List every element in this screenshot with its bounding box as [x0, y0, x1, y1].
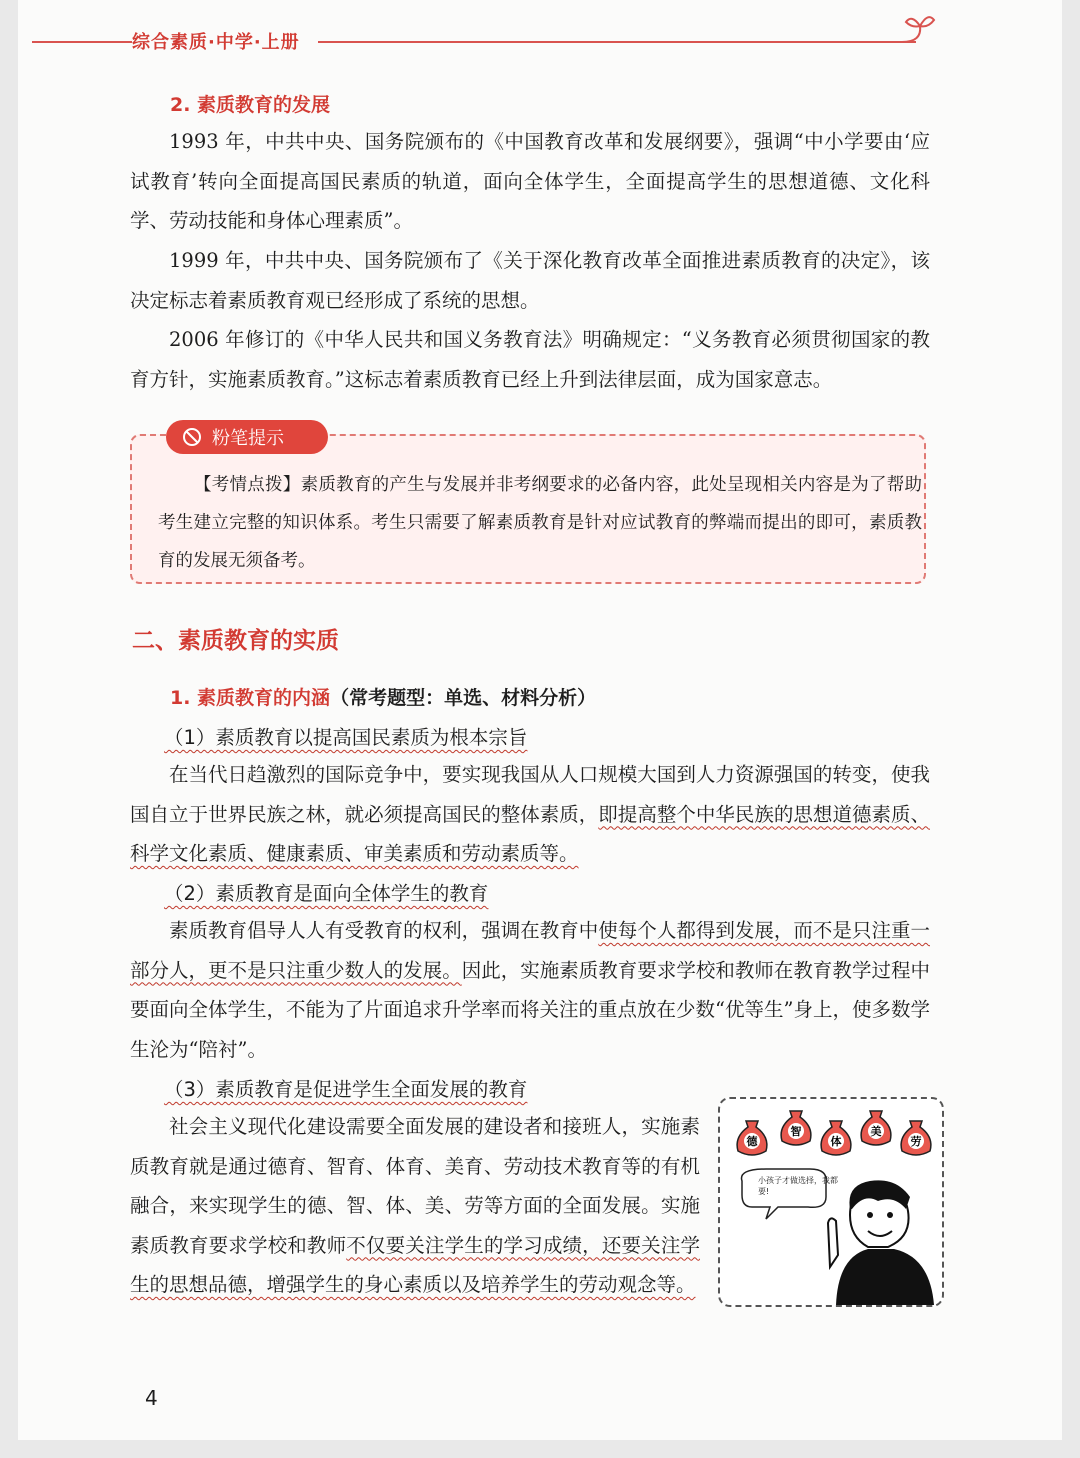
- point-1-text: 在当代日趋激烈的国际竞争中，要实现我国从人口规模大国到人力资源强国的转变，使我国自立于世界民族之林，就必须提高国民的整体素质，: [130, 763, 930, 826]
- subsection-heading-note: （常考题型：单选、材料分析）: [330, 687, 597, 709]
- header-rule-right: [318, 41, 916, 43]
- point-2-title: [164, 878, 488, 906]
- money-bags-cartoon: [718, 1097, 944, 1307]
- tip-tag: [166, 420, 328, 454]
- money-bag-label: 美: [870, 1125, 882, 1138]
- chapter-heading: 二、素质教育的实质: [132, 628, 339, 654]
- point-2-text: 素质教育倡导人人有受教育的权利，强调在教育中: [169, 919, 599, 942]
- money-bag-1: [781, 1111, 811, 1145]
- sprout-icon: [898, 8, 938, 48]
- money-bag-label: 德: [746, 1135, 758, 1148]
- point-1-title: [164, 722, 527, 750]
- boy-eye-left: [867, 1212, 873, 1218]
- point-1-underlined: 即提高整个中华民族的思想道德素质、科学文化素质、健康素质、审美素质和劳动素质等。: [130, 802, 930, 865]
- tip-text: 【考情点拨】素质教育的产生与发展并非考纲要求的必备内容，此处呈现相关内容是为了帮助考生建立完整的知识体系。考生只需要了解素质教育是针对应试教育的弊端而提出的即可，素质教育的发展无须备考。: [158, 475, 922, 571]
- boy-shirt: [836, 1249, 934, 1305]
- money-bag-3: [861, 1111, 891, 1145]
- money-bag-label: 体: [830, 1135, 842, 1148]
- money-bag-label: 劳: [910, 1135, 922, 1148]
- paragraph-1999: 1999 年，中共中央、国务院颁布了《关于深化教育改革全面推进素质教育的决定》，该决定标志着素质教育观已经形成了系统的思想。: [130, 249, 930, 312]
- point-2-body: [130, 911, 930, 1069]
- boy-finger: [828, 1218, 838, 1267]
- speech-bubble-text: 小孩子才做选择，我都要!: [758, 1176, 838, 1196]
- book-page: [18, 0, 1062, 1440]
- subsection-heading-title: 1. 素质教育的内涵: [170, 687, 331, 709]
- page-number: 4: [145, 1386, 158, 1410]
- header-rule-left: [32, 41, 132, 43]
- point-2-text-b: 因此，实施素质教育要求学校和教师在教育教学过程中要面向全体学生，不能为了片面追求升学率而将关注的重点放在少数“优等生”身上，使多数学生沦为“陪衬”。: [130, 958, 930, 1061]
- money-bag-4: [901, 1121, 931, 1155]
- money-bag-2: [821, 1121, 851, 1155]
- point-3-body: [130, 1107, 700, 1305]
- point-1-title-text: （1）素质教育以提高国民素质为根本宗旨: [164, 726, 528, 749]
- tip-tag-label: 粉笔提示: [212, 428, 284, 449]
- point-3-text: 社会主义现代化建设需要全面发展的建设者和接班人，实施素质教育就是通过德育、智育、体育、美育、劳动技术教育等的有机融合，来实现学生的德、智、体、美、劳等方面的全面发展。实施素质教育要求学校和教师: [130, 1115, 700, 1257]
- prohibition-icon: [182, 427, 202, 447]
- boy-eye-right: [887, 1212, 893, 1218]
- paragraph-1993: 1993 年，中共中央、国务院颁布的《中国教育改革和发展纲要》，强调“中小学要由‘应试教育’转向全面提高国民素质的轨道，面向全体学生，全面提高学生的思想道德、文化科学、劳动技能和身体心理素质”。: [130, 130, 930, 232]
- section-heading-development: 2. 素质教育的发展: [170, 94, 331, 116]
- running-header-title: 综合素质·中学·上册: [132, 32, 300, 53]
- point-2-title-text: （2）素质教育是面向全体学生的教育: [164, 882, 489, 905]
- point-3-title-text: （3）素质教育是促进学生全面发展的教育: [164, 1078, 528, 1101]
- paragraph-2006: 2006 年修订的《中华人民共和国义务教育法》明确规定：“义务教育必须贯彻国家的教育方针，实施素质教育。”这标志着素质教育已经上升到法律层面，成为国家意志。: [130, 328, 930, 391]
- point-3-title: [164, 1074, 527, 1102]
- money-bag-0: [737, 1121, 767, 1155]
- point-2-underlined: 使每个人都得到发展，而不是只注重一部分人，更不是只注重少数人的发展。: [130, 919, 930, 982]
- point-3-underlined: 不仅要关注学生的学习成绩，还要关注学生的思想品德，增强学生的身心素质以及培养学生的劳动观念等。: [130, 1233, 700, 1296]
- subsection-heading: [170, 683, 596, 710]
- money-bag-label: 智: [790, 1125, 802, 1138]
- point-1-body: [130, 755, 930, 874]
